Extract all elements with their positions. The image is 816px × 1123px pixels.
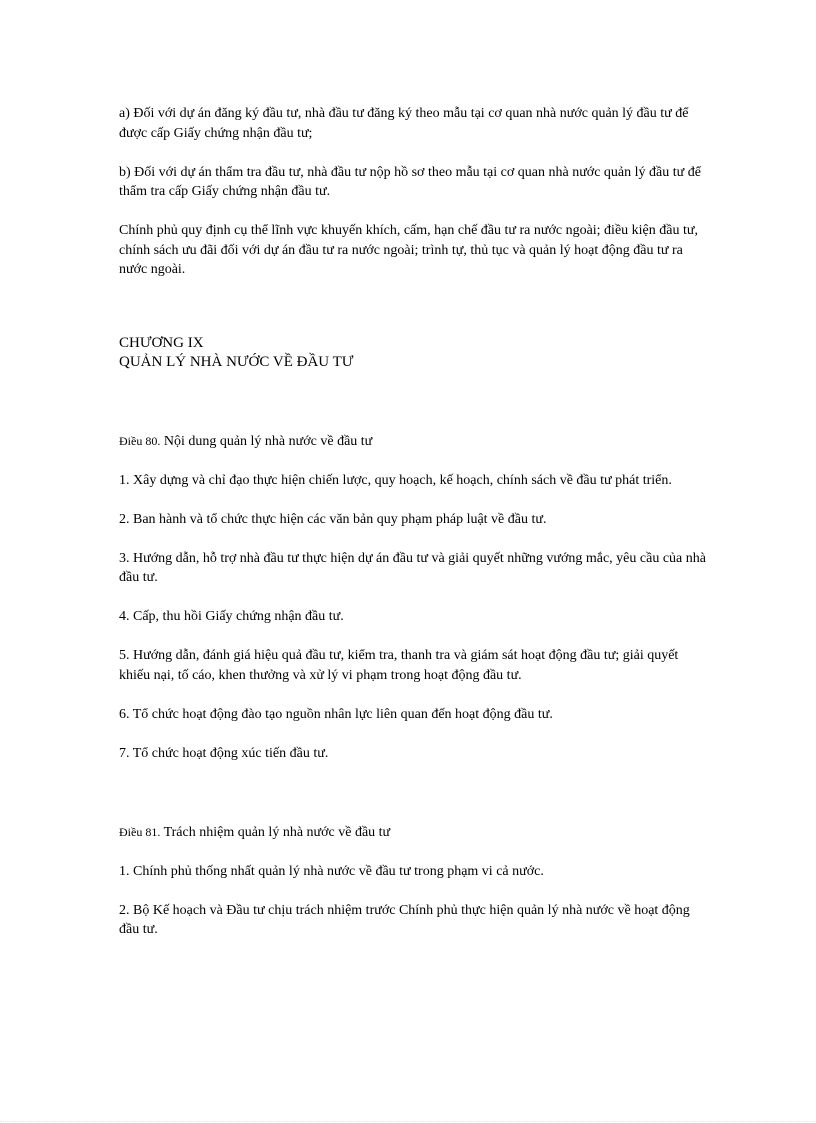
page-bottom-border — [0, 1121, 816, 1122]
article-80-title: Nội dung quản lý nhà nước về đầu tư — [163, 433, 373, 449]
intro-paragraph-b: b) Đối với dự án thẩm tra đầu tư, nhà đầu tư nộp hồ sơ theo mẫu tại cơ quan nhà nước quản lý đầu tư để thẩm tra cấp Giấy chứng nhận đầu tư. — [119, 164, 701, 199]
intro-paragraph-a: a) Đối với dự án đăng ký đầu tư, nhà đầu tư đăng ký theo mẫu tại cơ quan nhà nước quản lý đầu tư để được cấp Giấy chứng nhận đầu tư; — [119, 106, 689, 141]
article-80-heading — [119, 432, 709, 452]
article-81-number: Điều 81. — [119, 824, 161, 839]
chapter-number: CHƯƠNG IX — [119, 334, 204, 351]
article-80-item: 5. Hướng dẫn, đánh giá hiệu quả đầu tư, kiểm tra, thanh tra và giám sát hoạt động đầu tư; giải quyết khiếu nại, tố cáo, khen thưởng và xử lý vi phạm trong hoạt động đầu tư. — [119, 648, 679, 683]
chapter-title: QUẢN LÝ NHÀ NƯỚC VỀ ĐẦU TƯ — [119, 353, 354, 370]
article-80-item: 2. Ban hành và tổ chức thực hiện các văn bản quy phạm pháp luật về đầu tư. — [119, 511, 547, 527]
chapter-heading — [119, 334, 709, 372]
article-81-item: 1. Chính phủ thống nhất quản lý nhà nước về đầu tư trong phạm vi cả nước. — [119, 863, 544, 879]
intro-paragraph-c: Chính phủ quy định cụ thể lĩnh vực khuyến khích, cấm, hạn chế đầu tư ra nước ngoài; điều kiện đầu tư, chính sách ưu đãi đối với dự án đầu tư ra nước ngoài; trình tự, thủ tục và quản lý hoạt động đầu tư ra nước ngoài. — [119, 223, 698, 277]
document-body — [119, 104, 709, 959]
article-80-item: 1. Xây dựng và chỉ đạo thực hiện chiến lược, quy hoạch, kế hoạch, chính sách về đầu tư phát triển. — [119, 472, 672, 488]
article-80-item: 6. Tổ chức hoạt động đào tạo nguồn nhân lực liên quan đến hoạt động đầu tư. — [119, 706, 553, 722]
article-81-heading — [119, 823, 709, 843]
article-80-number: Điều 80. — [119, 433, 161, 448]
article-81-item: 2. Bộ Kế hoạch và Đầu tư chịu trách nhiệm trước Chính phủ thực hiện quản lý nhà nước về hoạt động đầu tư. — [119, 902, 690, 937]
article-80-item: 7. Tổ chức hoạt động xúc tiến đầu tư. — [119, 745, 329, 761]
article-80-item: 4. Cấp, thu hồi Giấy chứng nhận đầu tư. — [119, 609, 344, 624]
article-81-title: Trách nhiệm quản lý nhà nước về đầu tư — [163, 824, 391, 840]
article-80-item: 3. Hướng dẫn, hỗ trợ nhà đầu tư thực hiện dự án đầu tư và giải quyết những vướng mắc, yêu cầu của nhà đầu tư. — [119, 550, 706, 585]
article-spacer — [119, 783, 709, 823]
